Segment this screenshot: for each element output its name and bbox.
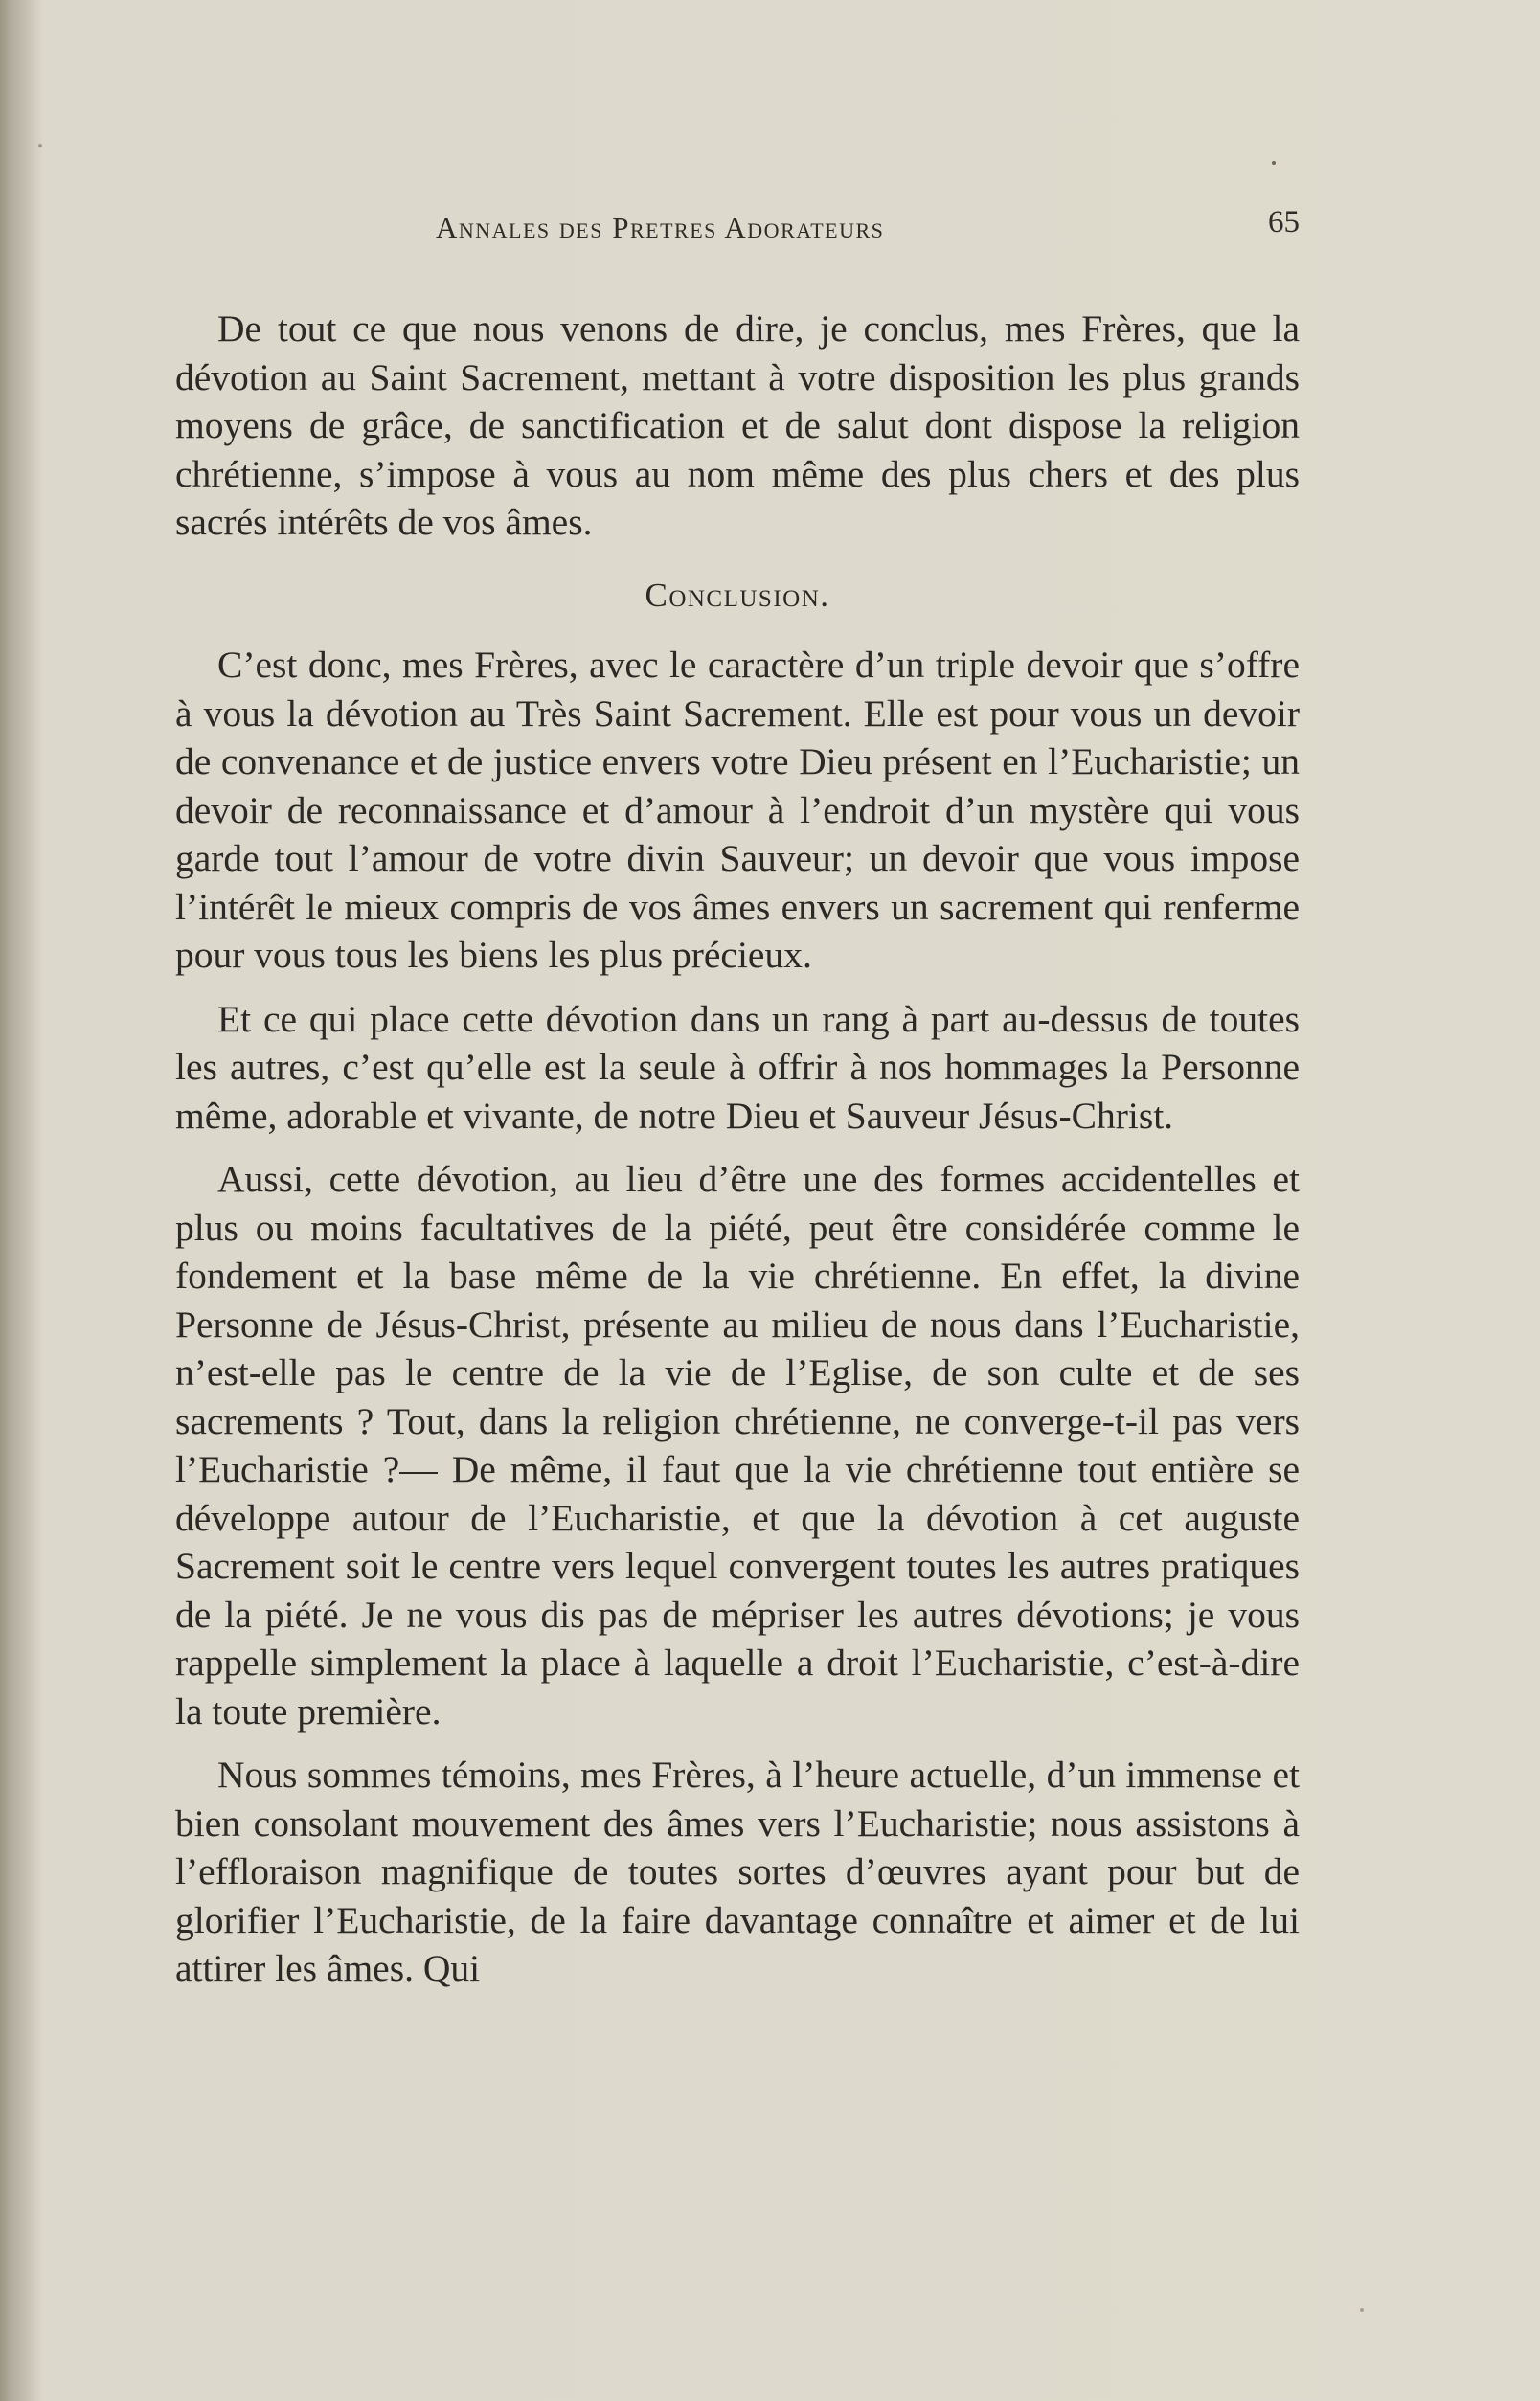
paper-speck — [1360, 2308, 1364, 2312]
section-heading: Conclusion. — [645, 576, 830, 614]
paragraph: C’est donc, mes Frères, avec le caractère d’un triple devoir que s’offre à vous la dévotion au Très Saint Sacrement. Elle est pour vous un devoir de convenance et de justice envers votre Dieu présent en l’Eucharistie; un devoir de reconnaissance et d’amour à l’endroit d’un mystère qui vous garde tout l’amour de votre divin Sauveur; un devoir que vous impose l’intérêt le mieux compris de vos âmes envers un sacrement qui renferme pour vous tous les biens les plus précieux. — [175, 644, 1300, 976]
paragraph: Nous sommes témoins, mes Frères, à l’heure actuelle, d’un immense et bien consolant mouvement des âmes vers l’Eucharistie; nous assistons à l’effloraison magnifique de toutes sortes d’œuvres ayant pour but de glorifier l’Eucharistie, de la faire davantage connaître et aimer et de lui attirer les âmes. Qui — [175, 1754, 1300, 1989]
binding-shadow — [0, 0, 44, 2401]
page-header — [177, 205, 1300, 253]
paragraph: Aussi, cette dévotion, au lieu d’être une des formes accidentelles et plus ou moins facultatives de la piété, peut être considérée comme le fondement et la base même de la vie chrétienne. En effet, la divine Personne de Jésus-Christ, présente au milieu de nous dans l’Eucharistie, n’est-elle pas le centre de la vie de l’Eglise, de son culte et de ses sacrements ? Tout, dans la religion chrétienne, ne converge-t-il pas vers l’Eucharistie ?— De même, il faut que la vie chrétienne tout entière se développe autour de l’Eucharistie, et que la dévotion à cet auguste Sacrement soit le centre vers lequel convergent toutes les autres pratiques de la piété. Je ne vous dis pas de mépriser les autres dévotions; je vous rappelle simplement la place à laquelle a droit l’Eucharistie, c’est-à-dire la toute première. — [175, 1158, 1300, 1733]
body-text — [175, 305, 1300, 1993]
running-title: Annales des Pretres Adorateurs — [436, 211, 885, 244]
paragraph: Et ce qui place cette dévotion dans un rang à part au-dessus de toutes les autres, c’est qu’elle est la seule à offrir à nos hommages la Personne même, adorable et vivante, de notre Dieu et Sauveur Jésus-Christ. — [175, 997, 1300, 1137]
paragraph: De tout ce que nous venons de dire, je conclus, mes Frères, que la dévotion au Saint Sacrement, mettant à votre disposition les plus grands moyens de grâce, de sanctification et de salut dont dispose la religion chrétienne, s’impose à vous au nom même des plus chers et des plus sacrés intérêts de vos âmes. — [175, 307, 1300, 543]
page-number: 65 — [1268, 205, 1300, 239]
paper-speck — [38, 144, 42, 147]
paper-speck — [1272, 161, 1276, 165]
